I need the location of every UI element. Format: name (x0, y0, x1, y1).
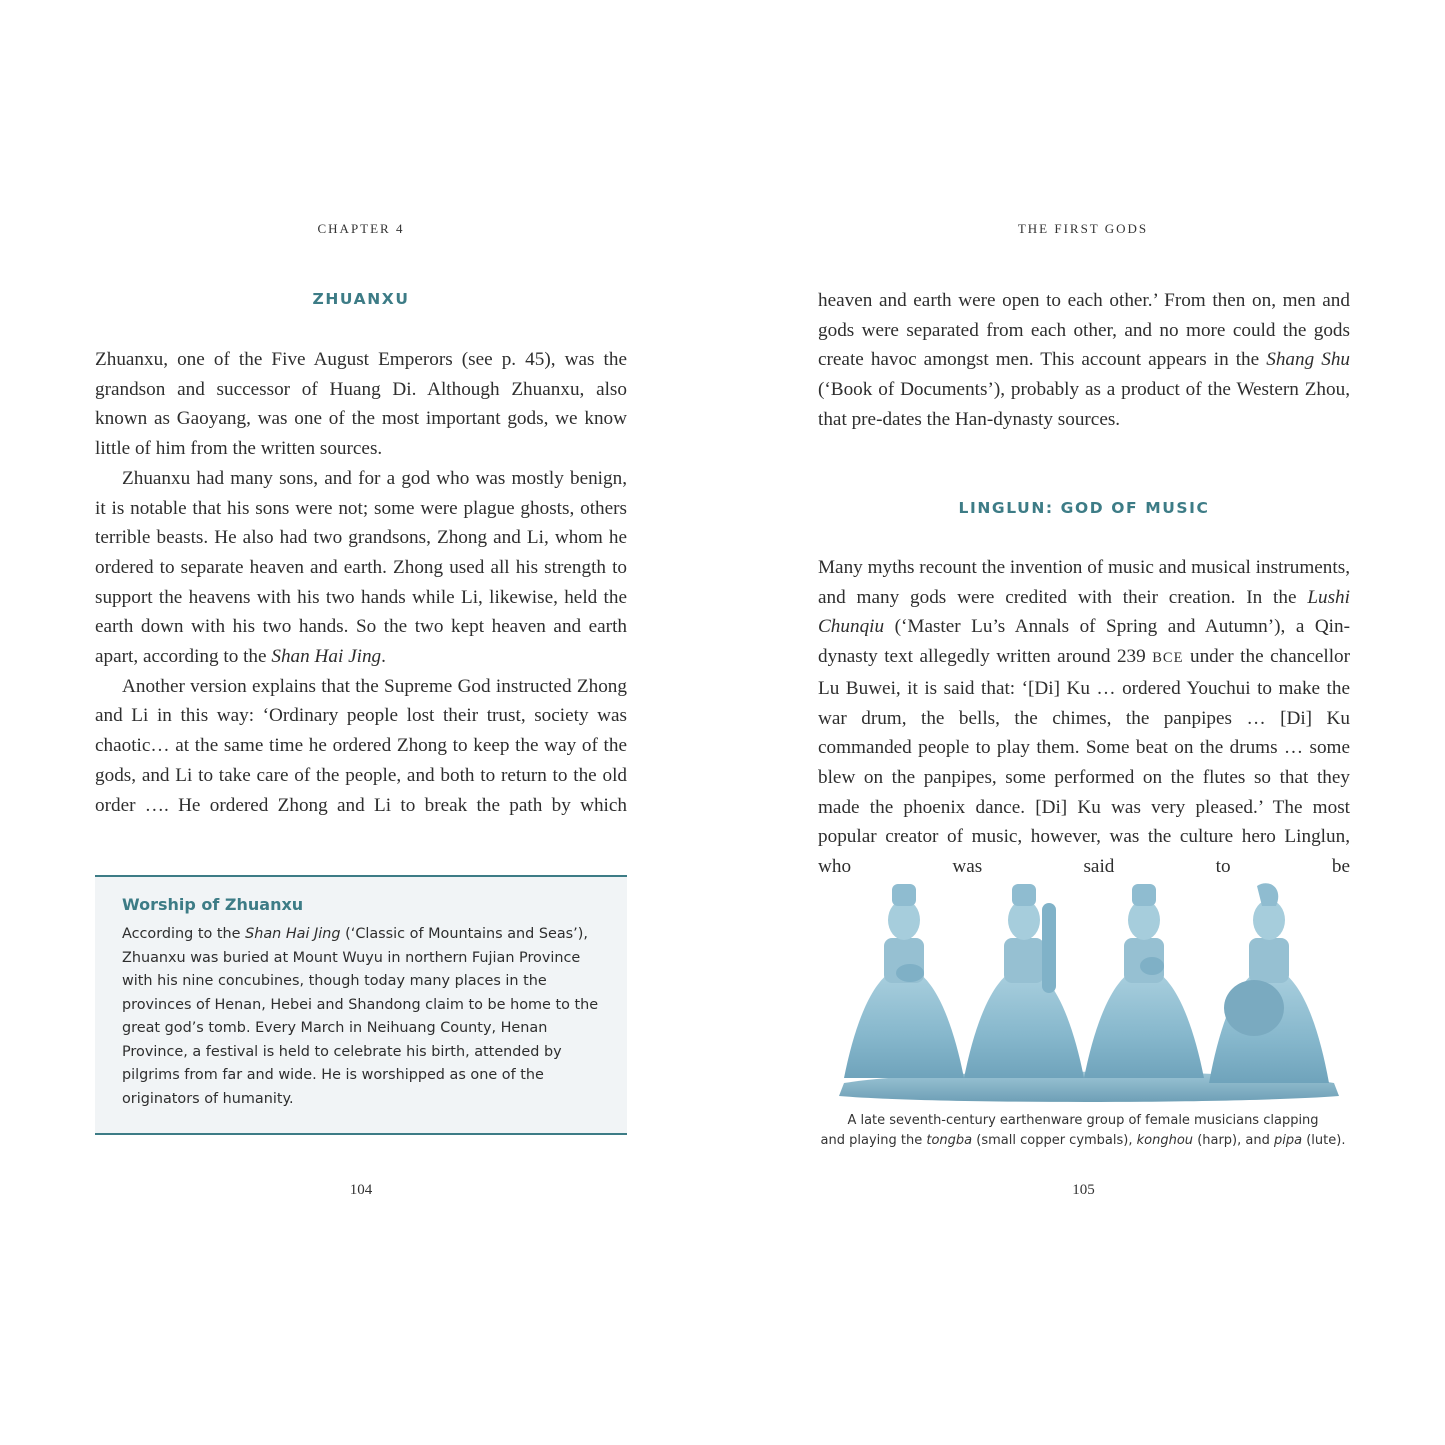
running-head-right: THE FIRST GODS (1017, 221, 1149, 236)
paragraph-2-text: Zhuanxu had many sons, and for a god who was mostly benign, it is notable that his sons were not; some were plague ghosts, others terrible beasts. He also had two grandsons, Zhong and Li, whom he ordered to separate heaven and earth. Zhong used all his strength to support the heavens with his two hands while Li, likewise, held the earth down with his two hands. So the two kept heaven and earth apart, according to the (95, 467, 627, 668)
caption-line-2b: (small copper cymbals), (976, 1133, 1133, 1148)
musician-figure-4 (1209, 883, 1329, 1083)
continued-body (818, 286, 1350, 435)
era-label: BCE (1152, 650, 1184, 667)
musician-figure-2 (964, 884, 1084, 1078)
musician-figure-3 (1084, 884, 1204, 1078)
musicians-figure-image (814, 878, 1354, 1108)
sidebar-box (95, 875, 627, 1135)
paragraph-2 (95, 464, 627, 672)
linglun-text-2: (‘Master Lu’s Annals of Spring and Autumn’), a Qin-dynasty text allegedly written around 239 (818, 616, 1350, 668)
caption-line-2c: (harp), and (1197, 1133, 1270, 1148)
sidebar-work-title: Shan Hai Jing (245, 926, 341, 942)
running-head-left: CHAPTER 4 (317, 221, 405, 236)
caption-line-2a: and playing the (820, 1133, 923, 1148)
linglun-text-3: under the chancellor Lu Buwei, it is said that: ‘[Di] Ku … ordered Youchui to make the war drum, the bells, the chimes, the panpipes … [Di] Ku commanded people to play them. Some beat on the drums … some blew on the panpipes, some performed on the flutes so that they made the phoenix dance. [Di] Ku was very pleased.’ The most popular creator of music, however, was the culture hero Linglun, who was said to be (818, 646, 1351, 878)
caption-term-pipa: pipa (1274, 1133, 1303, 1148)
paragraph-2-end: . (381, 646, 386, 668)
linglun-paragraph (818, 553, 1350, 882)
paragraph-2-title: Shan Hai Jing (271, 646, 382, 668)
sidebar-text-after: (‘Classic of Mountains and Seas’), Zhuanxu was buried at Mount Wuyu in northern Fujian Province with his nine concubines, though today many places in the provinces of Henan, Hebei and Shandong claim to be home to the great god’s tomb. Every March in Neihuang County, Henan Province, a festival is held to celebrate his birth, attended by pilgrims from far and wide. He is worshipped as one of the originators of humanity. (122, 926, 599, 1107)
linglun-title: Lushi Chunqiu (818, 586, 1350, 638)
section-heading-zhuanxu: ZHUANXU (312, 290, 410, 308)
sidebar-text (122, 923, 601, 1111)
page-number-right: 105 (1072, 1182, 1095, 1198)
sidebar-title: Worship of Zhuanxu (122, 895, 304, 914)
right-page (722, 0, 1445, 1445)
zhuanxu-body (95, 345, 627, 820)
continued-paragraph (818, 286, 1350, 435)
section-heading-linglun: LINGLUN: GOD OF MUSIC (958, 499, 1210, 517)
paragraph-3: Another version explains that the Supreme God instructed Zhong and Li in this way: ‘Ordinary people lost their trust, society was chaotic… at the same time he ordered Zhong to keep the way of the gods, and Li to take care of the people, and both to return to the old order …. He ordered Zhong and Li to break the path by which (95, 675, 627, 816)
caption-term-konghou: konghou (1136, 1133, 1194, 1148)
continued-text-2: (‘Book of Documents’), probably as a product of the Western Zhou, that pre-dates the Han-dynasty sources. (818, 379, 1350, 430)
page-number-left: 104 (349, 1182, 373, 1198)
continued-text-1: heaven and earth were open to each other.’ From then on, men and gods were separated from each other, and no more could the gods create havoc amongst men. This account appears in the (818, 290, 1350, 371)
figure-caption (808, 1111, 1358, 1151)
left-page (0, 0, 722, 1445)
linglun-body (818, 553, 1350, 882)
sidebar-text-before: According to the (122, 926, 241, 942)
paragraph-1: Zhuanxu, one of the Five August Emperors (see p. 45), was the grandson and successor of Huang Di. Although Zhuanxu, also known as Gaoyang, was one of the most important gods, we know little of him from the written sources. (95, 349, 627, 460)
musician-figure-1 (844, 884, 964, 1078)
continued-title: Shang Shu (1266, 349, 1351, 371)
caption-line-1: A late seventh-century earthenware group of female musicians clapping (847, 1113, 1319, 1128)
caption-term-tongba: tongba (926, 1133, 973, 1148)
linglun-text-1: Many myths recount the invention of music and musical instruments, and many gods were credited with their creation. In the (818, 557, 1350, 608)
caption-line-2d: (lute). (1306, 1133, 1346, 1148)
